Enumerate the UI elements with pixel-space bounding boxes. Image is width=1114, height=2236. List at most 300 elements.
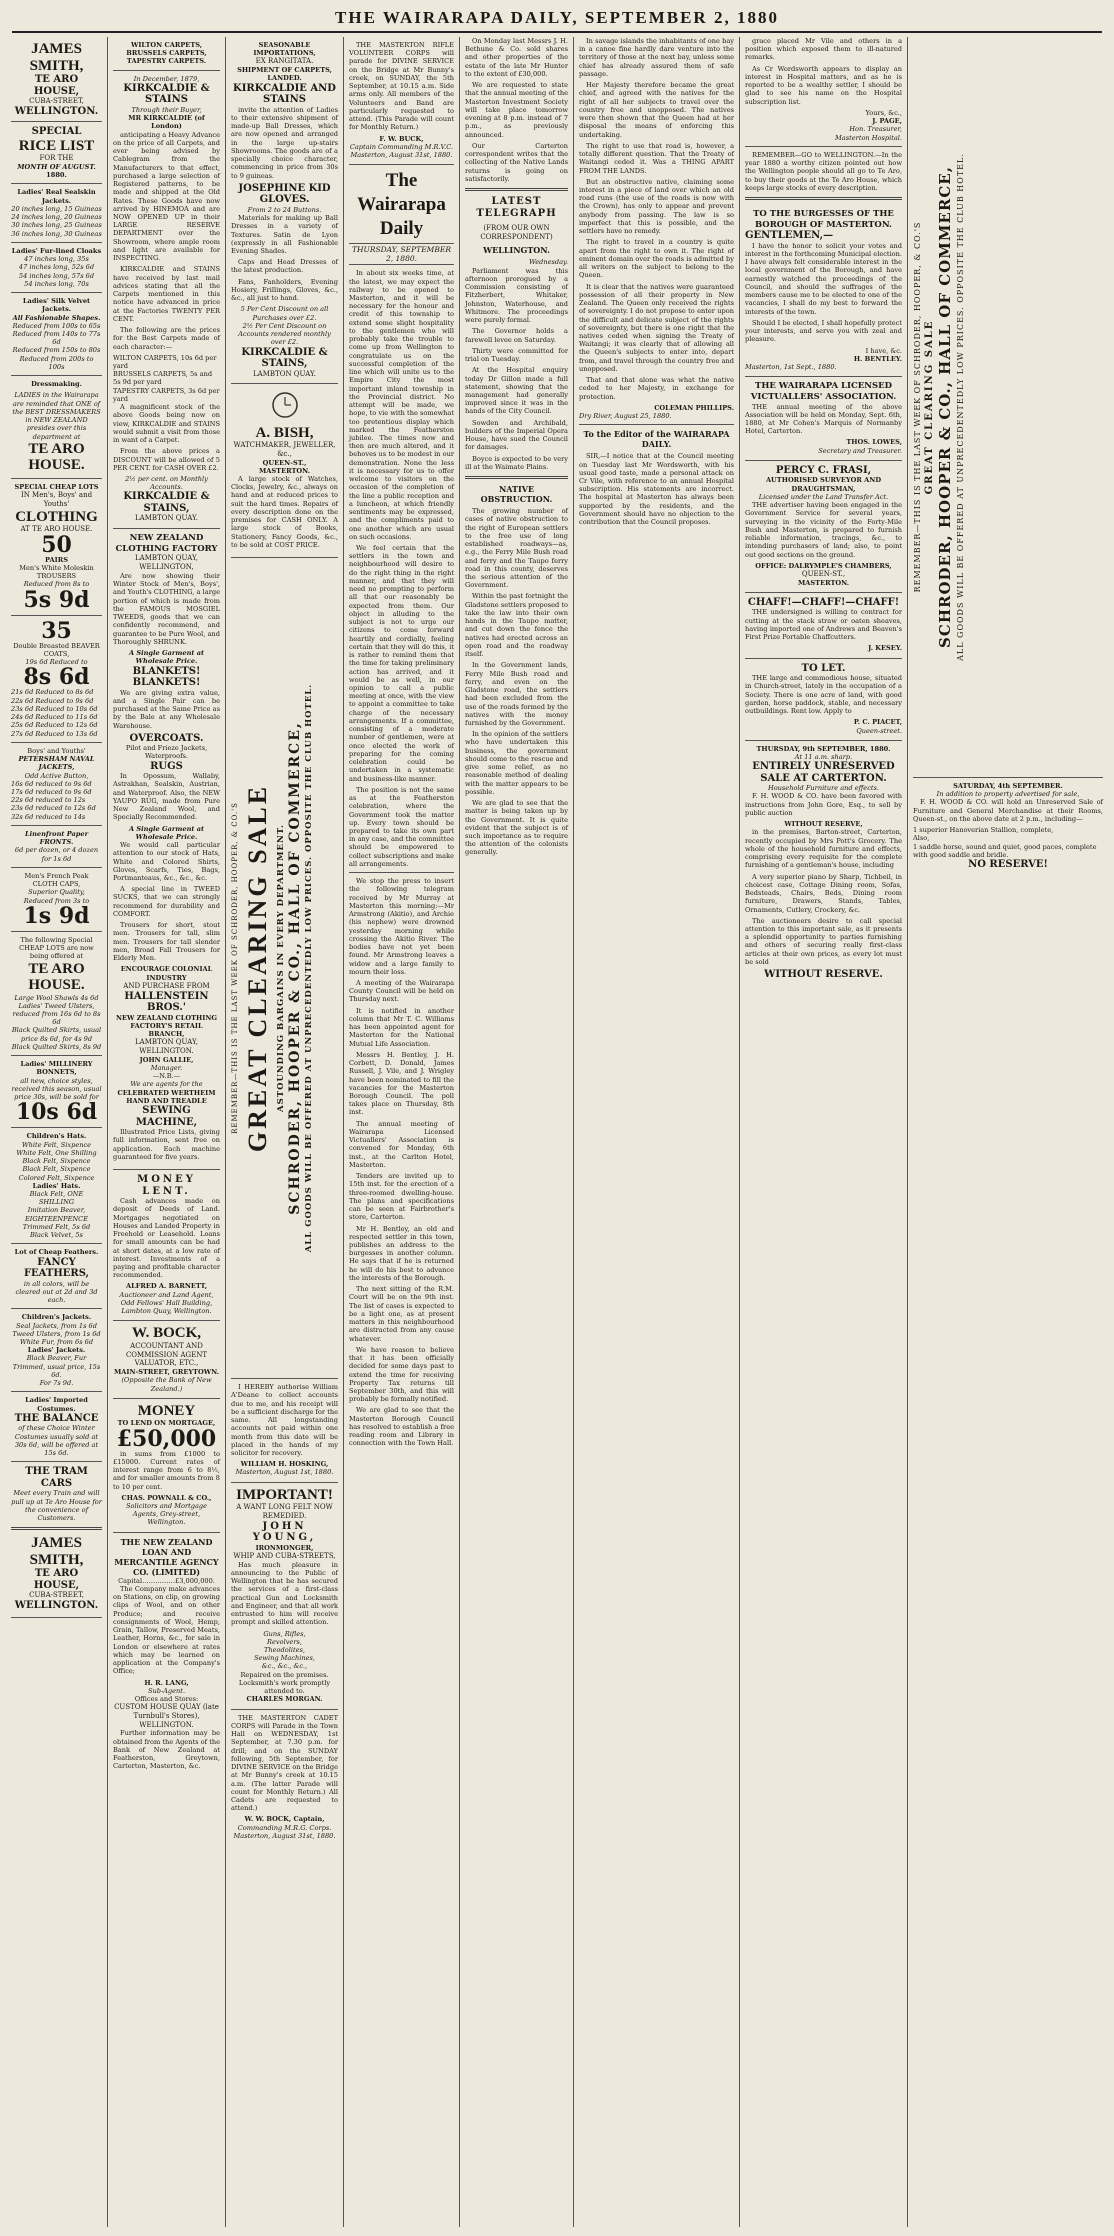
caps: Caps and Head Dresses of the latest production. (231, 258, 338, 275)
special-heading: SPECIAL (31, 126, 82, 138)
feathers-heading: Lot of Cheap Feathers. (14, 1248, 99, 1257)
native-heading: NATIVE OBSTRUCTION. (480, 484, 553, 505)
reduced-item: 24s 6d Reduced to 11s 6d (11, 713, 98, 722)
fronts-price: 6d per dozen, or 4 dozen for 1s 6d (14, 846, 99, 863)
frasi-licensed: Licensed under the Land Transfer Act. (758, 492, 889, 501)
fronts-heading: Linenfront Paper FRONTS. (24, 829, 89, 847)
hosking-text: I HEREBY authorise William A'Deane to collect accounts due to me, and his receipt will be a sufficient discharge for the same. All longstanding accounts not paid within one month from this date will be placed in the hands of my solicitor for recovery. (231, 1383, 338, 1457)
frasi: PERCY C. FRASI, (775, 464, 872, 476)
hat-item: White Felt, One Shilling (16, 1148, 97, 1157)
tram-text: Meet every Train and will pull up at Te Aro House for the convenience of Customers. (11, 1489, 102, 1523)
bish-title: WATCHMAKER, JEWELLER, &c., (233, 441, 336, 458)
ad-house: TE ARO HOUSE, (33, 74, 80, 97)
lj-item: Black Beaver, Fur Trimmed, usual price, 15s 6d. (12, 1354, 101, 1379)
ks-heading-2: KIRKCALDIE AND STAINS (233, 82, 336, 106)
carpets-p3: The following are the prices for the Best Carpets made of each character:— (113, 326, 220, 351)
nz-addr: LAMBTON QUAY, WELLINGTON. (135, 1038, 198, 1056)
ladies-jackets-heading: Ladies' Jackets. (27, 1346, 86, 1355)
footer-name: JAMES SMITH, (29, 1535, 84, 1568)
guns-4: Sewing Machines, (253, 1654, 316, 1663)
chaff-text: THE undersigned is willing to contract for cutting at the stack straw or oaten sheaves, having imported one of Andrews and Beaven's First Prize Portable Chaffcutters. (745, 608, 902, 642)
tapestry: TAPESTRY CARPETS. (126, 57, 207, 66)
tele-p3: Thirty were committed for trial on Tuesday. (465, 346, 568, 364)
for-the: FOR THE (39, 154, 74, 163)
news-p7: Messrs H. Bentley, J. H. Corbett, D. Donald, James Russell, J. Vile, and J. Wrigley have been nominated to fill the vacancies for the Masterton Borough Council. The poll takes place on Thursday, 8th inst. (349, 1050, 454, 1117)
fur-item: 47 inches long, 52s 6d (18, 263, 95, 272)
overcoats-text: Pilot and Frieze Jackets, Waterproofs. (125, 744, 208, 761)
pownall: CHAS. POWNALL & CO., (121, 1493, 212, 1502)
james-smith-ad (11, 37, 102, 1618)
carpets-p1: anticipating a Heavy Advance on the price of all Carpets, and ever being advised by Cablegram from the Manufacturers to that effect, purchased a large selection of Registered patterns, to be made and shipped at the Old Rates. These Goods have now arrived by HINEMOA and are NOW OPENED UP in their LARGE RESERVE DEPARTMENT over the Showroom, where ample room and light are available for INSPECTING. (113, 130, 220, 263)
piacet-street: Queen-street. (856, 726, 902, 735)
news-p4: We stop the press to insert the following telegram received by Mr Murray at Masterton this morning:—Mr Armstrong (Akitio), and Archie (his nephew) were drowned yesterday morning while crossing the Akitio River. The bodies have not yet been found. Mr Armstrong leaves a widow and a large family to mourn their loss. (349, 877, 454, 976)
young: JOHN YOUNG, (252, 1520, 317, 1544)
tele-p2: The Governor holds a farewell levee on Saturday. (465, 327, 568, 344)
petersham-heading: PETERSHAM NAVAL JACKETS, (18, 755, 95, 772)
guns-1: Guns, Rifles, (263, 1629, 306, 1638)
mortgage-heading: TO LEND ON MORTGAGE, (117, 1419, 216, 1428)
bish-street: QUEEN-ST., (262, 458, 307, 467)
offices: Offices and Stores: (134, 1694, 199, 1703)
to-let-ad (745, 659, 902, 741)
tele-p1: Parliament was this afternoon prorogued by a Commission consisting of Fitzherbert, Whitaker, Johnston, Waterhouse, and Whitmore. The proceedings were purely formal. (465, 266, 568, 325)
bock-street: MAIN-STREET, GREYTOWN. (113, 1368, 220, 1377)
hosking-ad (231, 1379, 338, 1483)
column-3 (226, 37, 344, 2227)
lhat-item: Trimmed Felt, 5s 6d (22, 1222, 91, 1231)
encourage: ENCOURAGE COLONIAL INDUSTRY (120, 965, 213, 982)
column-grid (6, 37, 1108, 2227)
news-p10: Mr H. Bentley, an old and respected settler in this town, publishes an address to the burgesses in another column. He says that if he is returned he will do his best to advance the interests of the Borough. (349, 1224, 454, 1282)
carpets-p6: 2½ per cent. on Monthly Accounts. (125, 475, 208, 492)
lhat-item: Black Felt, ONE SHILLING (29, 1189, 84, 1207)
lambton: LAMBTON QUAY. (135, 514, 198, 523)
lj-item: For 7s 9d. (39, 1379, 74, 1388)
price-4: 10s 6d (15, 1099, 98, 1126)
sale-line-3: ASTOUNDING BARGAINS IN EVERY DEPARTMENT. (276, 824, 287, 1113)
petersham-item: 17s 6d reduced to 9s 6d (11, 788, 92, 796)
native-c6-p5: The right to travel in a country is quite apart from the right to own it. The right of eminent domain over the roads is admitted by all writers on the subject to belong to the Queen. (579, 238, 734, 280)
masthead: THE WAIRARAPA DAILY, SEPTEMBER 2, 1880 (12, 8, 1102, 33)
ladies-hats-heading: Ladies' Hats. (32, 1181, 81, 1190)
cadet-command: Commanding M.R.G. Corps. (237, 1823, 332, 1832)
hat-item: Colored Felt, Sixpence (18, 1173, 95, 1182)
cadet-ad (231, 1710, 338, 1846)
chaff-ad (745, 593, 902, 659)
trousers-text: Trousers for short, stout men. Trousers for tall, slim men. Trousers for tall slender men, Broad Fall Trousers for Elderly Men. (113, 921, 220, 963)
fashion-item: Reduced from 200s to 100s (19, 354, 94, 371)
caps-reduced: Reduced from 3s to (23, 896, 90, 905)
frasi-office-2: QUEEN-ST., (801, 569, 846, 578)
money-lent-ad (113, 1170, 220, 1321)
ks-sign: KIRKCALDIE & STAINS, (123, 491, 210, 514)
gallie: JOHN GALLIE, (139, 1055, 194, 1064)
notice-line-3: SCHRODER, HOOPER & CO., HALL OF COMMERCE, (936, 166, 955, 648)
millinery-text: all new, choice styles, received this season, usual price 30s, will be sold for (11, 1076, 102, 1102)
bock-ad (113, 1321, 220, 1398)
paper-title: The Wairarapa Daily (357, 170, 446, 239)
nz-heading: NEW ZEALAND CLOTHING FACTORY (115, 533, 218, 554)
boys-heading: Boys' and Youths' (27, 746, 86, 755)
rifle-text: THE MASTERTON RIFLE VOLUNTEER CORPS will parade for DIVINE SERVICE on the Bridge at Mr Bunny's creek, on SUNDAY, the 5th September, at 10.15 a.m. Side arms only. All members of the Volunteers and Band are particularly requested to attend. (This Parade will count for Monthly Return.) (349, 41, 454, 132)
bentley-date: Masterton, 1st Sept., 1880. (745, 363, 837, 372)
money-text: Cash advances made on deposit of Deeds of Land. Mortgages negotiated on Houses and Landed Property in Freehold or Leasehold. Loans for small amounts can be had at short dates, at a low rate of interest. Investments of a paying and profitable character recommended. (113, 1197, 220, 1280)
without-reserve: WITHOUT RESERVE, (784, 820, 863, 829)
pairs-count: 50 (41, 531, 72, 558)
wilton: WILTON CARPETS, (130, 41, 203, 49)
auction-ad (745, 741, 902, 986)
news-c5-p3: Our Carterton correspondent writes that the collecting of the Native Lands returns is going on satisfactorily. (465, 141, 568, 183)
native-c6-p1: In savage islands the inhabitants of one bay in a canoe fine hardly dare venture into the territory of those at the next bay, unless some chief has already assured them of safe passage. (579, 37, 734, 78)
seal-item: 20 inches long, 15 Guineas (11, 204, 102, 213)
hosking: WILLIAM H. HOSKING, (240, 1460, 329, 1469)
seasonable: SEASONABLE IMPORTATIONS, (253, 41, 316, 58)
long-felt: A WANT LONG FELT NOW REMEDIED. (236, 1503, 333, 1520)
ks-text: invite the attention of Ladies to their extensive shipment of made-up Ball Dresses, which are now opened and arranged in the large up-stairs Showrooms. The goods are of a specially choice character, commencing in price from 30s to 9 guineas. (231, 105, 338, 180)
sale-item: 1 saddle horse, sound and quiet, good paces, complete with good saddle and bridle. (913, 842, 1097, 859)
lowes-title: Secretary and Treasurer. (818, 446, 902, 455)
carpet-price: WILTON CARPETS, 10s 6d per yard (113, 353, 217, 370)
repaired: Repaired on the premises. (240, 1670, 329, 1679)
notice-line-1: REMEMBER—THIS IS THE LAST WEEK OF SCHRODER, HOOPER, & CO.'S (913, 221, 922, 593)
news-c5-p2: We are requested to state that the annual meeting of the Masterton Investment Society will take place tomorrow evening at 8 p.m. instead of 7 p.m., as previously announced. (465, 81, 568, 139)
lva-ad (745, 377, 902, 461)
barnett-addr: Auctioneer and Land Agent, Odd Fellows' Hall Building, Lambton Quay, Wellington. (119, 1290, 214, 1316)
auction-text: The auctioneers desire to call special attention to this important sale, as it presents a splendid opportunity to parties furnishing and others of securing really first-class articles at their own prices, as every lot must be sold (745, 916, 902, 966)
kesey: J. KESEY. (868, 644, 902, 653)
ks-heading: KIRKCALDIE & STAINS (123, 82, 210, 106)
agents: We are agents for the (130, 1080, 203, 1089)
rifle-ad (349, 37, 454, 165)
blankets-heading: BLANKETS! BLANKETS! (132, 665, 201, 689)
morgan: CHARLES MORGAN. (246, 1695, 323, 1704)
nzl-text: The Company make advances on Stations, on clip, on growing clips of Wool, and on other Produce; and receive consignments of Wool, Hemp, Grain, Tallow, Preserved Meats, Leather, Horns, &c., for sale in London or elsewhere at rates which may be learned on application at the Company's Office; (113, 1584, 220, 1676)
lot-item: Black Quilted Skirts, 8s 9d (11, 1042, 102, 1051)
to-let: TO LET. (801, 662, 846, 674)
native-p4: In the opinion of the settlers who have undertaken this business, the government should come to the rescue and give some relief, as no reasonable method of dealing with the matter appears to be possible. (465, 730, 568, 796)
reduced-line: Reduced from 8s to (23, 580, 90, 589)
rugs-heading: RUGS (150, 760, 183, 772)
seal-item: 30 inches long, 25 Guineas (11, 221, 102, 230)
young-ad (231, 1483, 338, 1710)
te-aro-heading-2: TE ARO HOUSE. (28, 960, 85, 994)
buttons: From 2 to 24 Buttons. (247, 205, 322, 214)
mortgage-ad (113, 1399, 220, 1533)
and-purchase: AND PURCHASE FROM (123, 981, 210, 990)
locksmith: Locksmith's work promptly attended to. (238, 1678, 331, 1696)
news-p9: Tenders are invited up to 15th inst. for the erection of a three-roomed dwelling-house. The plans and specifications can be seen at Fairbrother's store, Carterton. (349, 1172, 454, 1222)
native-c6-p7: That and that alone was what the native ceded to her Majesty, in exchange for protection. (579, 376, 734, 401)
saturday-text: In addition to property advertised for sale, (936, 790, 1080, 799)
money-heading: MONEY (137, 1402, 196, 1419)
seasonable-ad (231, 37, 338, 384)
news-p12: We have reason to believe that it has been officially decided for some days past to extend the time for receiving Property Tax returns till September 30th, and this will probably be formally notified. (349, 1345, 454, 1404)
brussels: BRUSSELS CARPETS, (126, 49, 207, 58)
cadet-date: Masterton, August 31st, 1880. (233, 1831, 336, 1840)
fur-heading: Ladies' Fur-lined Cloaks (11, 246, 102, 255)
fans: Fans, Fanholders, Evening Hosiery, Frillings, Gloves, &c., &c., all just to hand. (231, 277, 338, 303)
cadet-text: THE MASTERTON CADET CORPS will Parade in the Town Hall on WEDNESDAY, 1st September, at 7.30 p.m. for drill; and on the SUNDAY following, 5th September, for DIVINE SERVICE on the Bridge at Mr Bunny's creek at 10.15 a.m. (The latter Parade will count for Monthly Return.) All Cadets are requested to attend.) (231, 1713, 338, 1813)
gentlemen: GENTLEMEN,— (745, 230, 834, 242)
ad-street: CUBA-STREET, (29, 97, 84, 105)
footer-house: TE ARO HOUSE, (33, 1568, 80, 1591)
josephine: JOSEPHINE KID GLOVES. (238, 182, 331, 206)
wholesale: A Single Garment at Wholesale Price. (128, 649, 205, 666)
native-c6-p6: It is clear that the natives were guaranteed possession of all their property in New Zealand. The Queen only received the rights of sovereignty. I do not propose to enter upon the difficult and delicate subject of the rights of sovereignty, but there is one right that the natives ceded when signing the Treaty of Waitangi; it was clearly that of allowing all the Queen's subjects to enter into, depart from, and travel through the country free and unopposed. (579, 282, 734, 373)
cut-text: We would call particular attention to our stock of Hats, White and Colored Shirts, Gloves, Scarfs, Ties, Bags, Portmanteaus, &c., &c., &c. (113, 841, 220, 883)
fancy-feathers-text: in all colors, will be cleared out at 2d and 3d each. (15, 1279, 98, 1305)
price-list-heading: RICE LIST (18, 137, 95, 154)
native-p3: In the Government lands, Ferry Mile Bush road and ferry, and even on the Gladstone road, the settlers had been excluded from the use of the roads formed by the natives with the money furnished by the Government. (465, 661, 568, 727)
cheap-heading: SPECIAL CHEAP LOTS (14, 482, 99, 491)
buck-title: Captain Commanding M.R.V.C. (349, 142, 454, 151)
telegraph-heading: LATEST TELEGRAPH (476, 195, 557, 220)
unreserved-sale: ENTIRELY UNRESERVED SALE AT CARTERTON. (752, 761, 895, 784)
amount: £50,000 (116, 1425, 217, 1452)
velvet-heading: Ladies' Silk Velvet Jackets. (22, 297, 91, 314)
editorial-p3: The position is not the same as at the Featherston celebration, where the Government took the matter up. Every town should be prepared to take its own part in any case, and the committee should be empowered to collect subscriptions and make all arrangements. (349, 785, 454, 868)
carpets-ad (113, 37, 220, 529)
dec-1879: In December, 1879, (133, 74, 200, 83)
reduced-item: 21s 6d Reduced to 8s 6d (11, 688, 94, 697)
bentley-have: I have, &c. (865, 346, 902, 355)
nb: —N.B.— (152, 1072, 181, 1081)
guns-5: &c., &c., &c., (261, 1662, 308, 1671)
column-4 (344, 37, 460, 2227)
bish-town: MASTERTON. (258, 466, 311, 475)
buyer: Through their Buyer, (131, 105, 202, 114)
notice-line-2: GREAT CLEARING SALE (924, 319, 936, 495)
fur-item: 54 inches long, 57s 6d (18, 271, 95, 280)
cj-item: Seal Jackets, from 1s 6d (16, 1321, 97, 1330)
cheap-subheading: IN Men's, Boys' and Youths' (20, 491, 93, 508)
yours: Yours, &c., (865, 108, 902, 117)
nzl-heading: THE NEW ZEALAND LOAN AND MERCANTILE AGENCY CO. (LIMITED) (114, 1536, 219, 1577)
fashion-item: Reduced from 140s to 77s 6d (12, 329, 101, 347)
lhat-item: Black Velvet, 5s (30, 1231, 83, 1240)
column-5 (460, 37, 574, 2227)
nzl-ad (113, 1533, 220, 1779)
native-c6-p4: But an obstructive native, claiming some interest in a piece of land over which an old road runs (the use of the roads is now with the Crown), has only to appear and prevent anybody from passing. The law is so imperfect that this is possible, and the settlers have no remedy. (579, 177, 734, 236)
caps-heading: Men's French Peak CLOTH CAPS, (24, 871, 89, 889)
sale-item: Also, (913, 834, 930, 843)
costume-heading: Ladies' Imported Costumes. (25, 1396, 88, 1413)
buck-date: Masterton, August 31st, 1880. (350, 151, 453, 160)
lot-item: Black Quilted Skirts, usual price 8s 6d, for 4s 9d (11, 1026, 102, 1043)
lambton-2: LAMBTON QUAY. (253, 369, 316, 378)
saturday-ad (913, 778, 1103, 876)
native-c6-p3: The right to use that road is, however, a totally different question. That the Treaty of Waitangi ceded it. Was a THING APART FROM THE LANDS. (579, 141, 734, 175)
tele-p6: Boyce is expected to be very ill at the Waimate Plains. (465, 454, 568, 471)
discount: 5 Per Cent Discount on all Purchases over £2. (240, 305, 329, 322)
children-jackets-heading: Children's Jackets. (21, 1313, 92, 1322)
ironmonger: IRONMONGER, (255, 1543, 314, 1552)
price-1: 5s 9d (23, 586, 90, 613)
sewing-text: Illustrated Price Lists, giving full information, sent free on application. Each machine guaranteed for five years. (113, 1128, 220, 1161)
burgesses-heading: TO THE BURGESSES OF THE BOROUGH OF MASTERTON. (753, 208, 894, 230)
cj-item: White Fur, from 6s 6d (19, 1338, 94, 1347)
bock-name: W. BOCK, (131, 1325, 202, 1342)
count-35: 35 (41, 617, 72, 644)
clothing-heading: CLOTHING (15, 508, 98, 525)
millinery-heading: Ladies' MILLINERY BONNETS, (20, 1060, 93, 1077)
at-te-aro: AT TE ARO HOUSE. (20, 525, 93, 534)
reduced-item: 22s 6d Reduced to 9s 6d (11, 696, 94, 705)
ad-title: JAMES SMITH, (29, 41, 84, 74)
buck: F. W. BUCK, (379, 134, 424, 143)
wood-text-3: A very superior piano by Sharp, Tichbeil, in choicest case, Cottage Dining room, Sofas, Bedsteads, Chairs, Beds, Dining room furniture, Drawers, Stands, Tables, Ornaments, Cutlery, Crockery, &c. (745, 872, 902, 914)
nz-clothing-ad (113, 529, 220, 1170)
cadet-captain: W. W. BOCK, Captain, (244, 1815, 325, 1824)
pairs-label: PAIRS (45, 555, 68, 564)
mr-kirkcaldie: MR KIRKCALDIE (of London) (128, 114, 205, 131)
burgesses-ad (745, 205, 902, 377)
odd-button: Odd Active Button, (24, 771, 89, 780)
hat-item: White Felt, Sixpence (21, 1140, 92, 1149)
rugs-text: In Opossum, Wallaby, Astrakhan, Sealskin, Austrian, and Waterproof. Also, the NEW YAUPO RUG, made from Pure New Zealand Wool, and Specially Recommended. (113, 772, 220, 822)
seal-heading: Ladies' Real Sealskin Jackets. (17, 188, 96, 205)
moleskin: Men's White Moleskin TROUSERS (19, 564, 94, 581)
overcoats-heading: OVERCOATS. (129, 732, 204, 744)
piacet: P. C. PIACET, (853, 718, 902, 727)
lva-heading: THE WAIRARAPA LICENSED VICTUALLERS' ASSOCIATION. (750, 381, 897, 402)
blankets-text: We are giving extra value, and a Single Pair can be purchased at the Same Price as by the Bale at any Wholesale Warehouse. (113, 688, 220, 730)
dressmaking-heading: Dressmaking. (31, 380, 82, 389)
fur-item: 47 inches long, 35s (24, 255, 89, 264)
bish-text: A large stock of Watches, Clocks, Jewelry, &c., always on hand and at reduced prices to suit the hard times. Repairs of every description done on the premises for CASH ONLY. A large stock of Books, Stationery, Fancy Goods, &c., to be sold at COST PRICE. (231, 475, 338, 549)
important: IMPORTANT! (236, 1486, 333, 1503)
nz-text: Are now showing their Winter Stock of Men's, Boys', and Youth's CLOTHING, a large portion of which is made from the FAMOUS MOSGIEL TWEEDS, goods that we can confidently recommend, and guarantee to be Pure Wool, and Thoroughly SHRUNK. (113, 571, 220, 646)
news-p8: The annual meeting of Wairarapa Licensed Victuallers' Association is convened for Monday, 6th inst., at the Carlton Hotel, Masterton. (349, 1119, 454, 1169)
following-lots: The following Special CHEAP LOTS are now being offered at (19, 935, 94, 961)
seal-item: 36 inches long, 30 Guineas (11, 229, 102, 238)
nz-address: LAMBTON QUAY, WELLINGTON, (135, 554, 198, 572)
cj-item: Tweed Ulsters, from 1s 6d (12, 1329, 101, 1338)
carpet-price: TAPESTRY CARPETS, 3s 6d per yard (113, 386, 220, 403)
mortgage-text: in sums from £1000 to £15000. Current rates of interest range from 6 to 8½, and for smaller amounts from 8 to 10 per cent. (113, 1449, 220, 1491)
children-hats-heading: Children's Hats. (26, 1132, 87, 1141)
bock-opposite: (Opposite the Bank of New Zealand.) (121, 1376, 212, 1393)
discount-2: 2½ Per Cent Discount on Accounts rendered monthly over £2. (238, 321, 331, 347)
sale-line-5: ALL GOODS WILL BE OFFERED AT UNPRECEDENTEDLY LOW PRICES. OPPOSITE THE CLUB HOTEL. (304, 683, 315, 1253)
native-p2: Within the past fortnight the Gladstone settlers proposed to take the law into their own hands in the Taupo matter, and cut down the fence the natives had erected across an open road and the roadway itself. (465, 592, 568, 659)
petersham-item: 16s 6d reduced to 9s 6d (11, 779, 92, 788)
petersham-item: 32s 6d reduced to 14s (11, 812, 86, 821)
tram-heading: THE TRAM CARS (25, 1466, 88, 1489)
auction-time: At 11 a.m. sharp. (794, 753, 853, 762)
page-hospital: Masterton Hospital. (835, 133, 902, 142)
month-heading: MONTH OF AUGUST. (17, 163, 96, 171)
young-addr: WHIP AND CUBA-STREETS, (233, 1551, 336, 1560)
carpets-p2: KIRKCALDIE and STAINS have received by last mail advices stating that all the Carpets mentioned in this notice have advanced in price at the Factories TWENTY PER CENT. (113, 265, 220, 323)
hat-item: Black Felt, Sixpence (22, 1165, 91, 1174)
sale-line-1: REMEMBER—THIS IS THE LAST WEEK OF SCHRODER, HOOPER, & CO.'S (231, 802, 239, 1135)
sale-item: 1 superior Hanoverian Stallion, complete, (913, 826, 1054, 835)
tweed-text: A special line in TWEED SUCKS, that we can strongly recommend for durability and COMFORT. (113, 885, 220, 918)
bentley-sign: H. BENTLEY. (853, 354, 902, 363)
chaff-heading: CHAFF!—CHAFF!—CHAFF! (747, 596, 900, 608)
news-c5-p1: On Monday last Messrs J. H. Bethune & Co. sold shares and other properties of the estate of the late Mr Hunter to the extent of £30,000. (465, 37, 568, 78)
lang: H. R. LANG, (144, 1678, 189, 1687)
to-editor: To the Editor of the WAIRARAPA DAILY. (583, 429, 730, 450)
telegraph-day: Wednesday. (529, 258, 568, 267)
lot-item: Large Wool Shawls 4s 6d (14, 993, 99, 1002)
young-text: Has much pleasure in announcing to the Public of Wellington that he has secured the services of a first-class practical Gun and Locksmith and Engineer, and that all work entrusted to him will receive prompt and skilled attention. (231, 1560, 338, 1627)
frasi-title: AUTHORISED SURVEYOR AND DRAUGHTSMAN, (765, 476, 882, 493)
news-p13: We are glad to see that the Masterton Borough Council has resolved to establish a free reading room and Library in connection with the Town Hall. (349, 1406, 454, 1448)
to-let-text: THE large and commodious house, situated in Church-street, lately in the occupation of a Society. There is one acre of land, with good garden, horse paddock, stable, and necessary outbuildings. Rent low. Apply to (745, 674, 902, 716)
letter-c7-p2: As Cr Wordsworth appears to display an interest in Hospital matters, and as he is reported to be a wealthy settler, I should be glad to see his name on the Hospital subscription list. (745, 64, 902, 106)
hat-item: Black Felt, Sixpence (22, 1157, 91, 1166)
seal-item: 24 inches long, 20 Guineas (11, 213, 102, 222)
reduced-item: 23s 6d Reduced to 10s 6d (11, 704, 98, 713)
tele-p4: At the Hospital enquiry today Dr Gillon made a full statement, showing that the management had generally improved since it was in the hands of the City Council. (465, 366, 568, 416)
materials: Materials for making up Ball Dresses in a variety of Textures. Satin de Lyon (expressly in all Fashionable Evening Shades. (231, 214, 338, 255)
clearing-sale-ad (231, 558, 338, 1379)
column-2 (108, 37, 226, 2227)
guns-2: Revolvers, (267, 1637, 302, 1646)
no-reserve: NO RESERVE! (968, 859, 1048, 871)
price-3: 1s 9d (23, 902, 90, 929)
telegraph-sub: (FROM OUR OWN CORRESPONDENT) (480, 223, 553, 241)
saturday-heading: SATURDAY, 4th SEPTEMBER. (953, 782, 1063, 790)
news-p6: It is notified in another column that Mr T. C. Williams has been appointed agent for Masterton for the National Mutual Life Association. (349, 1006, 454, 1048)
balance-heading: THE BALANCE (14, 1412, 99, 1424)
offices-addr: CUSTOM HOUSE QUAY (late Turnbull's Stores), WELLINGTON. (114, 1703, 219, 1729)
beaver-line: 19s 6d Reduced to (25, 658, 88, 667)
frasi-office-3: MASTERTON. (797, 578, 850, 587)
fur-item: 54 inches long, 70s (24, 279, 89, 288)
editorial-p2: We feel certain that the settlers in the town and neighbourhood will desire to do the right thing in the right manner, and that they will need no prompting to perform all that our reasonably be expected from them. Our object in alluding to the subject is not to urge our citizens to come forward heartily and cordially, feeling certain that they will do this, it is rather to remind them that the time for taking preliminary action has arrived, and it would be as well, in our opinion to call a public meeting at once, with the view to appoint a committee to take charge of the necessary arrangements. If a committee, consisting of a moderate number of gentlemen, were at once elected the work of preparing for the coming celebration could be undertaken in a systematic and business-like manner. (349, 544, 454, 783)
tele-p5: Sowden and Archibald, builders of the Imperial Opera House, have sued the Council for damages. (465, 418, 568, 452)
pownall-addr: Solicitors and Mortgage Agents, Grey-street, Wellington. (125, 1502, 208, 1527)
page-title: Hon. Treasurer, (849, 125, 902, 134)
shipment: SHIPMENT OF CARPETS, LANDED. (237, 66, 332, 83)
carpet-price: BRUSSELS CARPETS, 5s and 5s 9d per yard (113, 370, 213, 387)
money-lent: MONEY LENT. (137, 1174, 196, 1197)
reduced-item: 25s 6d Reduced to 12s 6d (11, 721, 98, 730)
rotated-notice (913, 37, 1103, 778)
footer-street: CUBA-STREET, (29, 1591, 84, 1600)
rotated-notice-text (913, 39, 1019, 775)
news-p11: The next sitting of the R.M. Court will be on the 9th inst. The list of cases is expected to be a light one, as at present matters in this neighbourhood are distracted from any cause whatever. (349, 1285, 454, 1343)
wood-text: F. H. WOOD & CO. have been favored with instructions from John Gore, Esq., to sell by public auction (745, 792, 902, 817)
nz-clothing: NEW ZEALAND CLOTHING FACTORY'S RETAIL BRANCH, (115, 1013, 217, 1039)
bentley-text: I have the honor to solicit your votes and interest in the forthcoming Municipal election. I have always felt considerable interest in the local government of the Borough, and have earnestly watched the proceedings of the Council, and should the suffrages of the members cause me to be elected to one of the vacancies, I shall do my best to forward the interests of the town. (745, 241, 902, 316)
remember-text: REMEMBER—GO to WELLINGTON.—In the year 1880 a worthy citizen pointed out how the Wellington people should all go to Te Aro, to buy their goods at the Te Aro House, which keeps large stocks of every description. (745, 150, 902, 192)
column-7 (740, 37, 908, 2227)
letter-text: SIR,—I notice that at the Council meeting on Tuesday last Mr Wordsworth, with his usual good taste, made a personal attack on Cr Vile, with reference to an annual Hospital subscription. His statements are incorrect. The hospital at Masterton has always been supported by the residents, and the Government should have no objection to the contribution that the Council proposes. (579, 452, 734, 527)
sale-line-2: GREAT CLEARING SALE (242, 784, 272, 1153)
year: 1880. (46, 171, 67, 180)
native-p5: We are glad to see that the matter is being taken up by the Government. It is quite evident that the subject is of such importance as to require the attention of the colonists generally. (465, 799, 568, 857)
column-1 (6, 37, 108, 2227)
te-aro-heading: TE ARO HOUSE. (28, 440, 85, 474)
price-2: 8s 6d (23, 664, 90, 691)
wood-text-2: in the premises, Barton-street, Carterton, recently occupied by Mrs Pott's Grocery. The whole of the household furniture and effects, comprising every requisite for the complete furnishing of a gentleman's house, including (745, 828, 902, 870)
wertheim: CELEBRATED WERTHEIM HAND AND TREADLE (117, 1088, 216, 1105)
guns-3: Theodolites, (264, 1646, 305, 1655)
saturday-wood: F. H. WOOD & CO. will hold an Unreserved Sale of Furniture and General Merchandise at their Rooms, Queen-st., on the above date at 2 p.m., including— (913, 798, 1103, 823)
barnett: ALFRED A. BARNETT, (125, 1282, 208, 1291)
reduced-item: 27s 6d Reduced to 13s 6d (11, 729, 98, 738)
fancy-feathers: FANCY FEATHERS, (23, 1256, 90, 1280)
watch-icon (257, 390, 313, 420)
manager: Manager. (150, 1064, 183, 1073)
beaver-coats: Double Breasted BEAVER COATS, (13, 641, 100, 658)
fashion-heading: All Fashionable Shapes. (12, 313, 101, 322)
lva-text: THE annual meeting of the above Association will be held on Monday, Sept. 6th, 1880, at Mr Cohen's Marquis of Normanby Hotel, Carterton. (745, 402, 902, 436)
